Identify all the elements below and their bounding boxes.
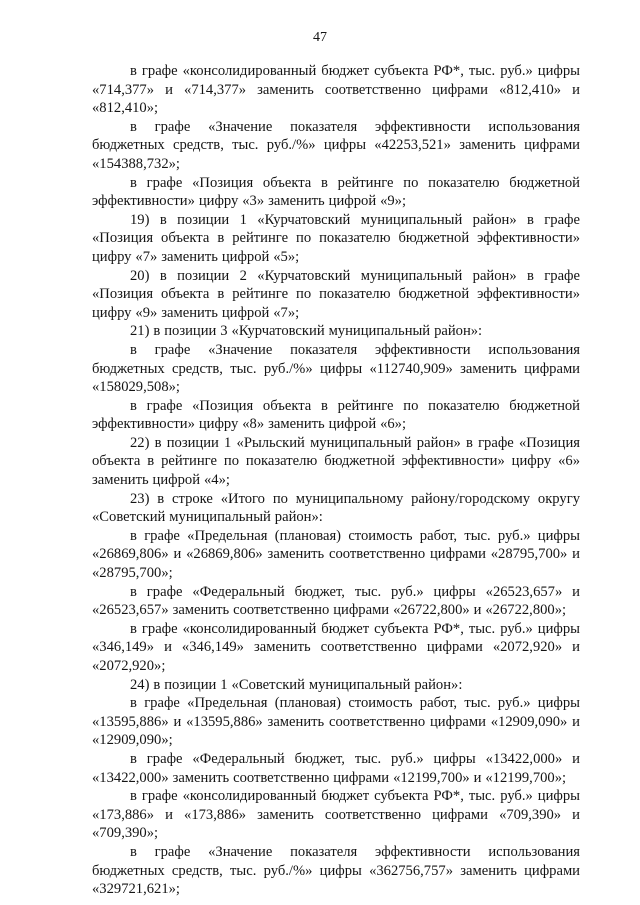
paragraph-7: в графе «Значение показателя эффективности использования бюджетных средств, тыс. руб./%» цифры «112740,909» заменить цифрами «158029,508»;: [92, 341, 580, 396]
paragraph-13: в графе «консолидированный бюджет субъекта РФ*, тыс. руб.» цифры «346,149» и «346,149» заменить соответственно цифрами «2072,920» и «2072,920»;: [92, 620, 580, 674]
paragraph-6: 21) в позиции 3 «Курчатовский муниципальный район»:: [130, 323, 483, 340]
paragraph-4: 19) в позиции 1 «Курчатовский муниципальный район» в графе «Позиция объекта в рейтинге по показателю бюджетной эффективности» цифру «7» заменить цифрой «5»;: [92, 211, 580, 265]
paragraph-12: в графе «Федеральный бюджет, тыс. руб.» цифры «26523,657» и «26523,657» заменить соответственно цифрами «26722,800» и «26722,800»;: [92, 583, 580, 619]
paragraph-8: в графе «Позиция объекта в рейтинге по показателю бюджетной эффективности» цифру «8» заменить цифрой «6»;: [92, 397, 580, 433]
paragraph-2: в графе «Значение показателя эффективности использования бюджетных средств, тыс. руб./%» цифры «42253,521» заменить цифрами «154388,732»;: [92, 118, 580, 172]
paragraph-17: в графе «консолидированный бюджет субъекта РФ*, тыс. руб.» цифры «173,886» и «173,886» заменить соответственно цифрами «709,390» и «709,390»;: [92, 788, 580, 842]
paragraph-16: в графе «Федеральный бюджет, тыс. руб.» цифры «13422,000» и «13422,000» заменить соответственно цифрами «12199,700» и «12199,700»;: [92, 750, 580, 786]
paragraph-18: в графе «Значение показателя эффективности использования бюджетных средств, тыс. руб./%» цифры «362756,757» заменить цифрами «329721,621»;: [92, 843, 580, 898]
document-body: [92, 62, 580, 899]
paragraph-3: в графе «Позиция объекта в рейтинге по показателю бюджетной эффективности» цифру «3» заменить цифрой «9»;: [92, 174, 580, 210]
paragraph-15: в графе «Предельная (плановая) стоимость работ, тыс. руб.» цифры «13595,886» и «13595,886» заменить соответственно цифрами «12909,090» и «12909,090»;: [92, 695, 580, 749]
page-number: 47: [313, 30, 327, 45]
paragraph-9: 22) в позиции 1 «Рыльский муниципальный район» в графе «Позиция объекта в рейтинге по показателю бюджетной эффективности» цифру «6» заменить цифрой «4»;: [92, 434, 580, 489]
paragraph-1: в графе «консолидированный бюджет субъекта РФ*, тыс. руб.» цифры «714,377» и «714,377» заменить соответственно цифрами «812,410» и «812,410»;: [92, 63, 580, 117]
paragraph-5: 20) в позиции 2 «Курчатовский муниципальный район» в графе «Позиция объекта в рейтинге по показателю бюджетной эффективности» цифру «9» заменить цифрой «7»;: [92, 267, 580, 321]
paragraph-11: в графе «Предельная (плановая) стоимость работ, тыс. руб.» цифры «26869,806» и «26869,806» заменить соответственно цифрами «28795,700» и «28795,700»;: [92, 527, 580, 582]
paragraph-10: 23) в строке «Итого по муниципальному району/городскому округу «Советский муниципальный район»:: [92, 490, 580, 526]
paragraph-14: 24) в позиции 1 «Советский муниципальный район»:: [130, 676, 463, 693]
